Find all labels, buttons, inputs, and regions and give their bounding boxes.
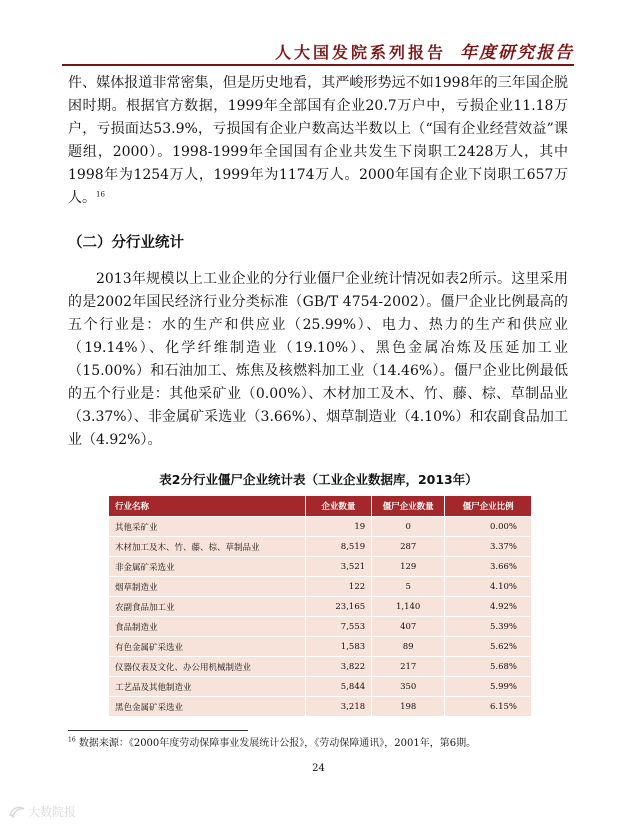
cell-zombie-count: 89 — [372, 637, 445, 657]
cell-zombie-ratio: 0.00% — [445, 517, 532, 537]
cell-zombie-count: 407 — [372, 617, 445, 637]
table-caption: 表2分行业僵尸企业统计表（工业企业数据库，2013年） — [159, 472, 478, 487]
cell-count: 5,844 — [305, 677, 371, 697]
cell-zombie-count: 198 — [372, 697, 445, 717]
header-annual-title: 年度研究报告 — [460, 43, 574, 63]
col-header-count: 企业数量 — [305, 496, 371, 517]
cell-count: 23,165 — [305, 597, 371, 617]
cell-industry: 有色金属矿采选业 — [109, 637, 306, 657]
table-row — [109, 517, 532, 537]
col-header-zombie-ratio: 僵尸企业比例 — [445, 496, 532, 517]
cell-count: 3,218 — [305, 697, 371, 717]
cell-industry: 非金属矿采选业 — [109, 557, 306, 577]
header-series-title: 人大国发院系列报告 — [274, 43, 446, 62]
footnote-number: 16 — [68, 736, 76, 744]
cell-zombie-count: 1,140 — [372, 597, 445, 617]
cell-zombie-ratio: 4.92% — [445, 597, 532, 617]
cell-zombie-count: 0 — [372, 517, 445, 537]
footnote-ref[interactable]: 16 — [96, 190, 105, 199]
cell-industry: 仪器仪表及文化、办公用机械制造业 — [109, 657, 306, 677]
col-header-industry: 行业名称 — [109, 496, 306, 517]
cell-zombie-ratio: 5.39% — [445, 617, 532, 637]
watermark-logo-icon — [8, 805, 26, 819]
cell-count: 7,553 — [305, 617, 371, 637]
header-titles — [275, 38, 574, 63]
table-row — [109, 597, 532, 617]
watermark-text: 大数院报 — [28, 805, 77, 819]
paragraph-2: 2013年规模以上工业企业的分行业僵尸企业统计情况如表2所示。这里采用的是2002年国民经济行业分类标准（GB/T 4754-2002）。僵尸企业比例最高的五个行业是：水的生产和供应业（25.99%）、电力、热力的生产和供应业（19.14%）、化学纤维制造业（19.10%）、黑色金属冶炼及压延加工业（15.00%）和石油加工、炼焦及核燃料加工业（14.46%）。僵尸企业比例最低的五个行业是：其他采矿业（0.00%）、木材加工及木、竹、藤、棕、草制品业（3.37%）、非金属矿采选业（3.66%）、烟草制造业（4.10%）和农副食品加工业（4.92%）。 — [68, 271, 568, 448]
cell-zombie-ratio: 4.10% — [445, 577, 532, 597]
table-row — [109, 657, 532, 677]
table-row — [109, 697, 532, 717]
cell-zombie-ratio: 3.37% — [445, 537, 532, 557]
cell-zombie-ratio: 5.62% — [445, 637, 532, 657]
footnote-divider — [68, 730, 248, 731]
cell-count: 1,583 — [305, 637, 371, 657]
col-header-zombie-count: 僵尸企业数量 — [372, 496, 445, 517]
cell-industry: 工艺品及其他制造业 — [109, 677, 306, 697]
table-row — [109, 677, 532, 697]
paragraph-1-text: 件、媒体报道非常密集，但是历史地看，其严峻形势远不如1998年的三年国企脱困时期。根据官方数据，1999年全部国有企业20.7万户中，亏损企业11.18万户，亏损面达53.9%，亏损国有企业户数高达半数以上（“国有企业经营效益”课题组，2000）。1998-1999年全国国有企业共发生下岗职工2428万人，其中1998年为1254万人，1999年为1174万人。2000年国有企业下岗职工657万人。 — [68, 75, 568, 206]
cell-count: 8,519 — [305, 537, 371, 557]
footnote — [68, 737, 578, 751]
cell-zombie-count: 129 — [372, 557, 445, 577]
cell-zombie-ratio: 6.15% — [445, 697, 532, 717]
industry-table — [108, 495, 532, 717]
table-row — [109, 577, 532, 597]
cell-zombie-count: 350 — [372, 677, 445, 697]
cell-zombie-ratio: 3.66% — [445, 557, 532, 577]
cell-zombie-ratio: 5.68% — [445, 657, 532, 677]
paragraph-1 — [68, 72, 568, 210]
cell-industry: 农副食品加工业 — [109, 597, 306, 617]
table-row — [109, 537, 532, 557]
cell-zombie-count: 287 — [372, 537, 445, 557]
footnote-text: 数据来源：《2000年度劳动保障事业发展统计公报》，《劳动保障通讯》，2001年，第6期。 — [78, 738, 477, 749]
cell-zombie-ratio: 5.99% — [445, 677, 532, 697]
cell-industry: 黑色金属矿采选业 — [109, 697, 306, 717]
cell-zombie-count: 5 — [372, 577, 445, 597]
cell-industry: 木材加工及木、竹、藤、棕、草制品业 — [109, 537, 306, 557]
table-row — [109, 617, 532, 637]
cell-count: 3,822 — [305, 657, 371, 677]
cell-zombie-count: 217 — [372, 657, 445, 677]
watermark — [8, 803, 76, 820]
cell-count: 122 — [305, 577, 371, 597]
section-title: （二）分行业统计 — [68, 235, 184, 251]
cell-industry: 烟草制造业 — [109, 577, 306, 597]
cell-count: 19 — [305, 517, 371, 537]
cell-industry: 其他采矿业 — [109, 517, 306, 537]
page-number: 24 — [312, 763, 325, 774]
table-row — [109, 637, 532, 657]
table-row — [109, 557, 532, 577]
page-header — [62, 34, 574, 66]
cell-industry: 食品制造业 — [109, 617, 306, 637]
cell-count: 3,521 — [305, 557, 371, 577]
table-header-row — [109, 496, 532, 517]
